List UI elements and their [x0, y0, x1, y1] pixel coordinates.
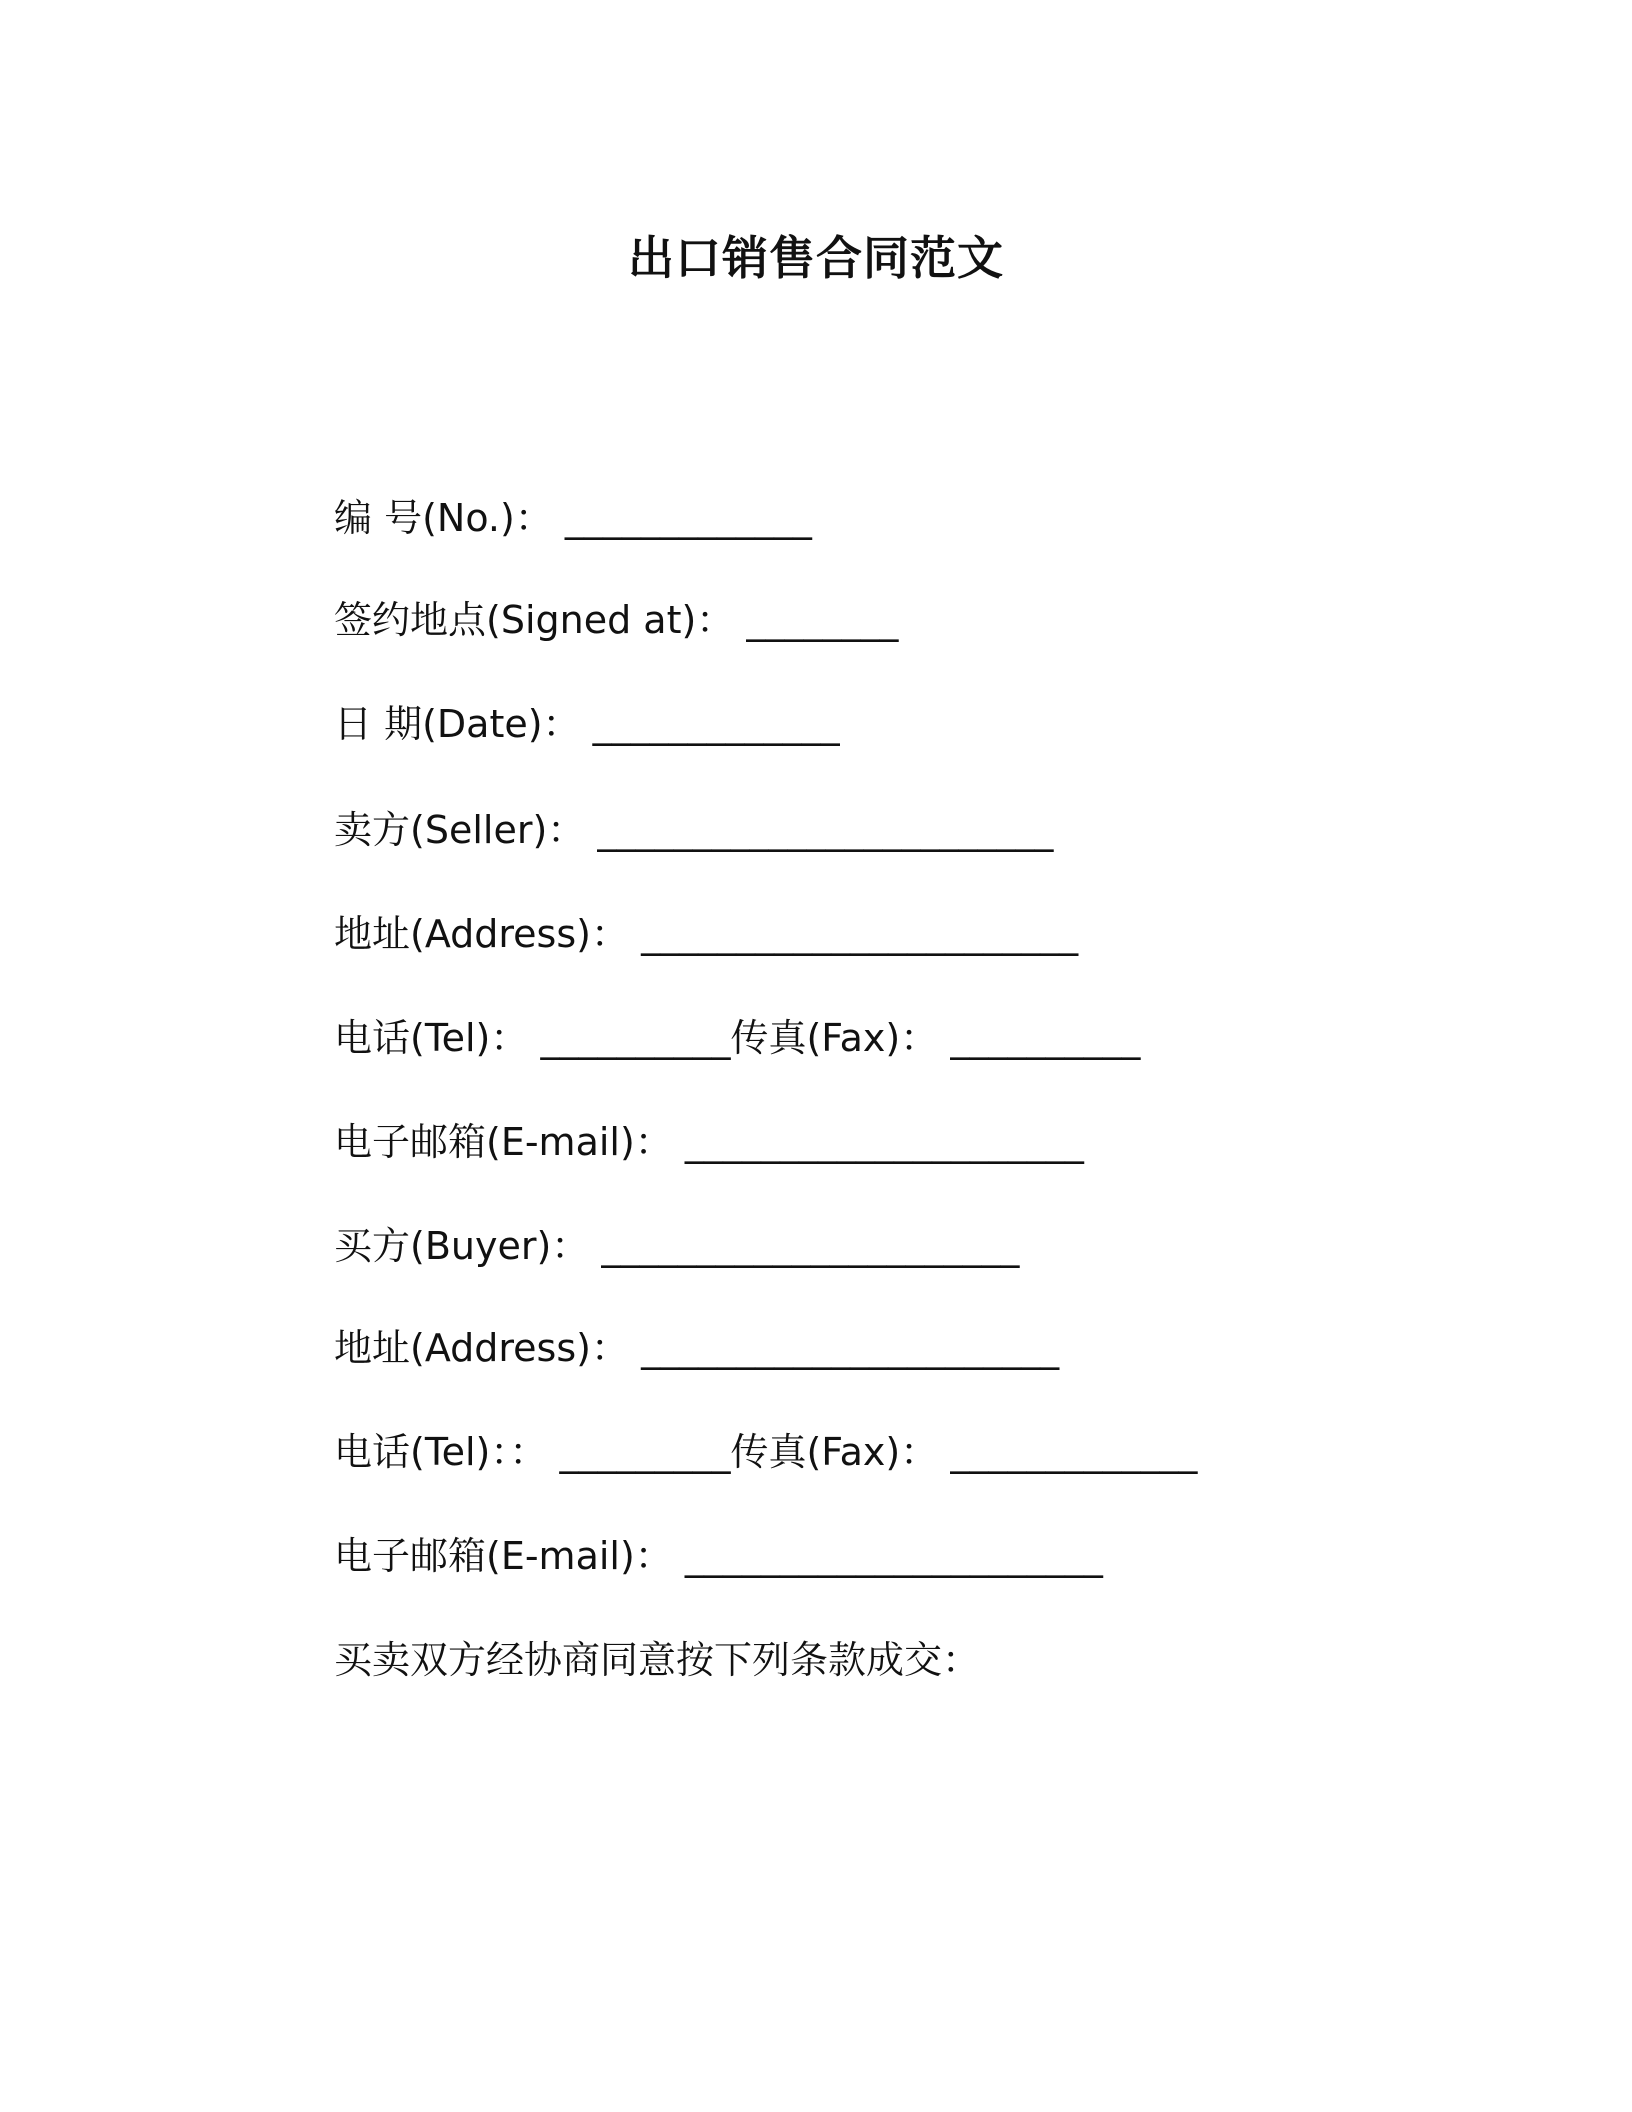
buyer-tel-label: 电话(Tel)：： [334, 1430, 548, 1474]
signed-at-field [334, 590, 898, 650]
seller-blank[interactable]: ________________________ [597, 808, 1054, 852]
buyer-tel-blank[interactable]: _________ [559, 1430, 731, 1474]
seller-email-blank[interactable]: _____________________ [684, 1120, 1084, 1164]
seller-address-field [334, 904, 1078, 964]
seller-tel-label: 电话(Tel)： [334, 1016, 529, 1060]
buyer-tel-fax-field [334, 1422, 1197, 1482]
date-field [334, 694, 840, 754]
contract-number-blank[interactable]: _____________ [564, 496, 812, 540]
seller-address-label: 地址(Address)： [334, 912, 629, 956]
seller-field [334, 800, 1053, 860]
buyer-address-field [334, 1318, 1059, 1378]
buyer-email-label: 电子邮箱(E-mail)： [334, 1534, 673, 1578]
buyer-blank[interactable]: ______________________ [601, 1224, 1020, 1268]
date-blank[interactable]: _____________ [592, 702, 840, 746]
buyer-address-label: 地址(Address)： [334, 1326, 629, 1370]
contract-number-field [334, 488, 812, 548]
signed-at-label: 签约地点(Signed at)： [334, 598, 735, 642]
buyer-field [334, 1216, 1019, 1276]
buyer-address-blank[interactable]: ______________________ [641, 1326, 1060, 1370]
seller-fax-label: 传真(Fax)： [730, 1016, 939, 1060]
seller-email-field [334, 1112, 1084, 1172]
signed-at-blank[interactable]: ________ [746, 598, 899, 642]
seller-tel-blank[interactable]: __________ [540, 1016, 731, 1060]
seller-email-label: 电子邮箱(E-mail)： [334, 1120, 673, 1164]
agreement-statement: 买卖双方经协商同意按下列条款成交： [334, 1638, 981, 1682]
buyer-email-blank[interactable]: ______________________ [684, 1534, 1103, 1578]
buyer-fax-label: 传真(Fax)： [730, 1430, 939, 1474]
buyer-email-field [334, 1526, 1103, 1586]
date-label: 日 期(Date)： [334, 702, 581, 746]
seller-label: 卖方(Seller)： [334, 808, 586, 852]
buyer-fax-blank[interactable]: _____________ [950, 1430, 1198, 1474]
seller-address-blank[interactable]: _______________________ [641, 912, 1079, 956]
document-title: 出口销售合同范文 [628, 231, 1004, 285]
buyer-label: 买方(Buyer)： [334, 1224, 590, 1268]
seller-tel-fax-field [334, 1008, 1140, 1068]
seller-fax-blank[interactable]: __________ [950, 1016, 1141, 1060]
contract-number-label: 编 号(No.)： [334, 496, 553, 540]
